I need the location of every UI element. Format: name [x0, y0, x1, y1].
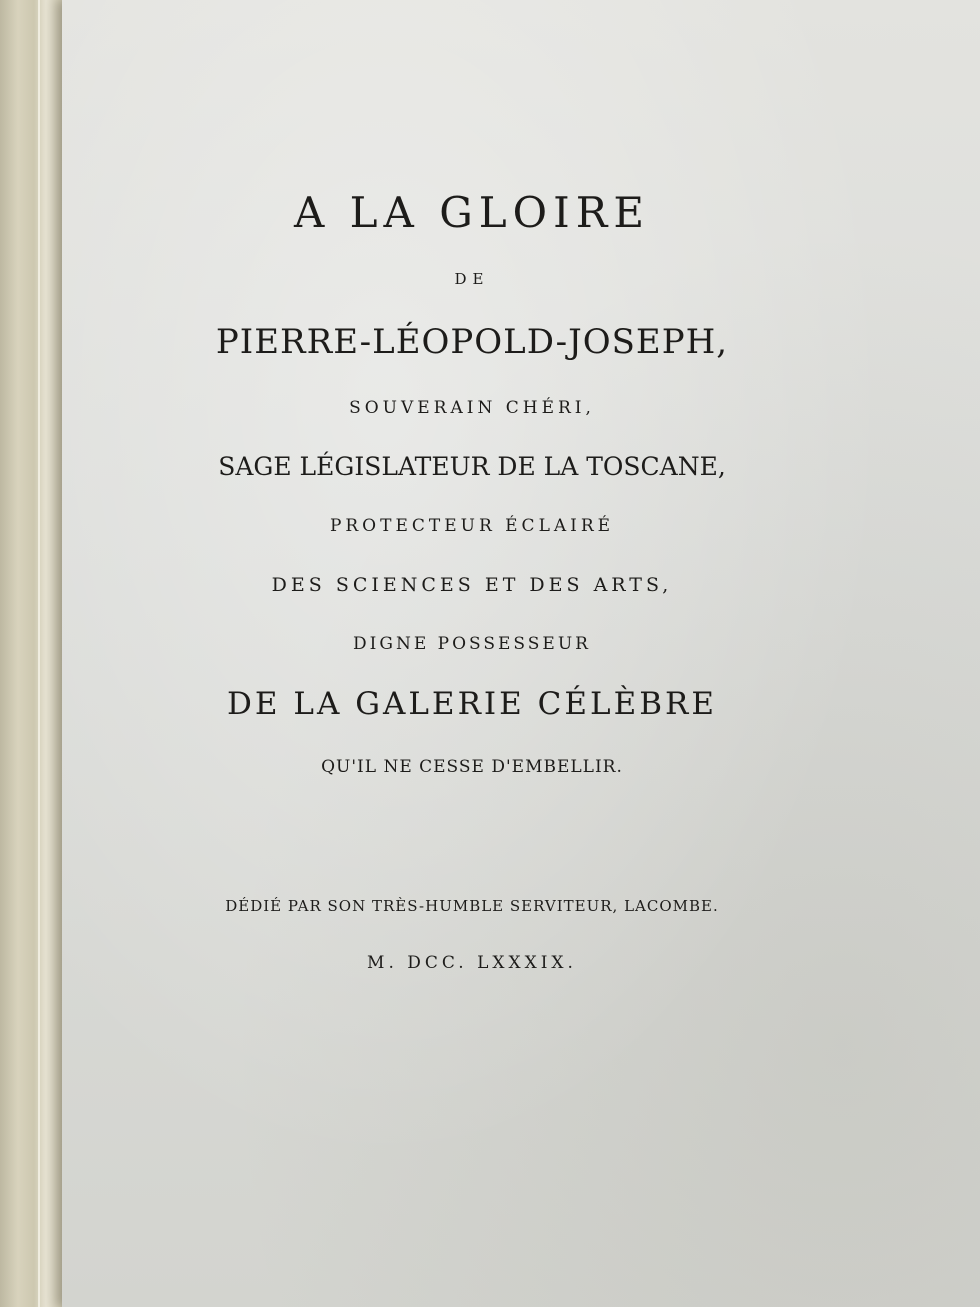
gutter-crease	[38, 0, 40, 1307]
epithet-possesseur: DIGNE POSSESSEUR	[353, 634, 591, 654]
title-page	[62, 0, 980, 1307]
epithet-legislateur: SAGE LÉGISLATEUR DE LA TOSCANE,	[218, 452, 726, 481]
embellir-line: QU'IL NE CESSE D'EMBELLIR.	[321, 757, 623, 777]
dedication-de: DE	[454, 270, 490, 288]
galerie-line: DE LA GALERIE CÉLÈBRE	[227, 686, 717, 722]
publication-year: M. DCC. LXXXIX.	[367, 953, 577, 973]
epithet-sciences-arts: DES SCIENCES ET DES ARTS,	[271, 574, 673, 596]
dedicatee-name: PIERRE-LÉOPOLD-JOSEPH,	[215, 322, 729, 362]
dedication-signature: DÉDIÉ PAR SON TRÈS-HUMBLE SERVITEUR, LACOMBE.	[225, 897, 719, 915]
dedication-heading: A LA GLOIRE	[293, 188, 650, 237]
epithet-protecteur: PROTECTEUR ÉCLAIRÉ	[329, 516, 615, 536]
epithet-souverain: SOUVERAIN CHÉRI,	[349, 398, 595, 418]
